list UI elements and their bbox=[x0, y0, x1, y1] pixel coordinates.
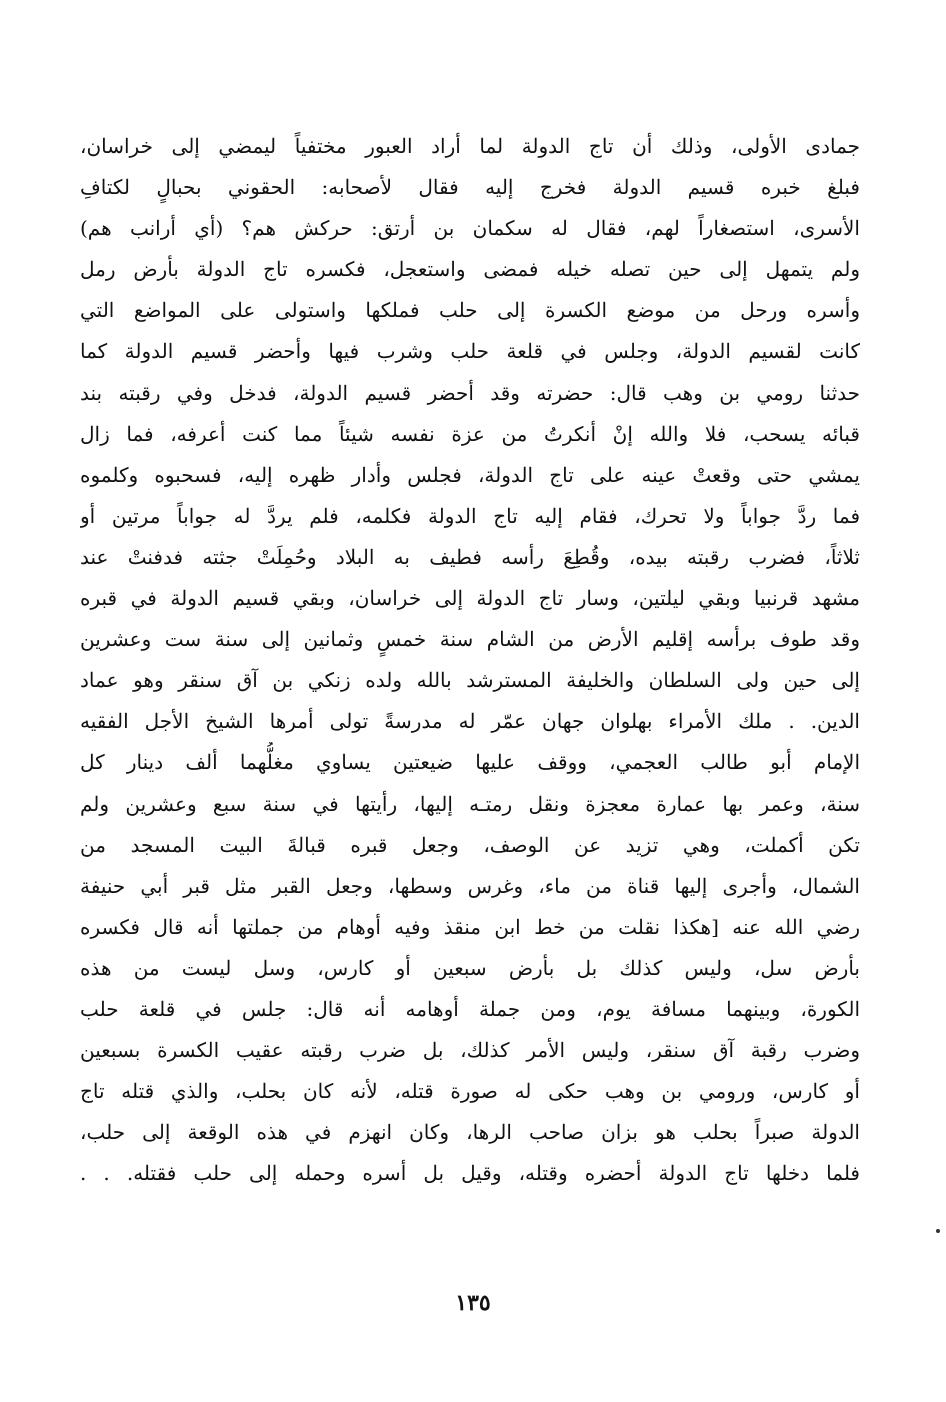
text-line: سنة، وعمر بها عمارة معجزة ونقل رمتـه إليها، رأيتها في سنة سبع وعشرين ولم bbox=[80, 791, 860, 816]
text-line: يمشي حتى وقعتْ عينه على تاج الدولة، فجلس وأدار ظهره إليه، فسحبوه وكلموه bbox=[80, 462, 860, 487]
text-line: ولم يتمهل إلى حين تصله خيله فمضى واستعجل، فكسره تاج الدولة بأرض رمل bbox=[80, 257, 860, 282]
body-text bbox=[80, 126, 860, 1194]
text-line: الدولة صبراً بحلب هو بزان صاحب الرها، وكان انهزم في هذه الوقعة إلى حلب، bbox=[80, 1120, 860, 1145]
text-line: رضي الله عنه [هكذا نقلت من خط ابن منقذ وفيه أوهام من جملتها أنه قال فكسره bbox=[80, 914, 860, 939]
text-line: وقد طوف برأسه إقليم الأرض من الشام سنة خمسٍ وثمانين إلى سنة ست وعشرين bbox=[80, 627, 860, 652]
page-number: ١٣٥ bbox=[455, 1290, 491, 1316]
text-line: أو كارس، ورومي بن وهب حكى له صورة قتله، لأنه كان بحلب، والذي قتله تاج bbox=[80, 1079, 860, 1104]
text-line: قبائه يسحب، فلا والله إنْ أنكرتُ من عزة نفسه شيئاً مما كنت أعرفه، فما زال bbox=[80, 421, 860, 446]
text-line: فبلغ خبره قسيم الدولة فخرج إليه فقال لأصحابه: الحقوني بحبالٍ لكتافِ bbox=[80, 175, 860, 200]
text-line: الشمال، وأجرى إليها قناة من ماء، وغرس وسطها، وجعل القبر مثل قبر أبي حنيفة bbox=[80, 873, 860, 898]
text-line: الدين. . ملك الأمراء بهلوان جهان عمّر له مدرسةً تولى أمرها الشيخ الأجل الفقيه bbox=[80, 709, 860, 734]
margin-dot bbox=[936, 1229, 940, 1233]
text-line: جمادى الأولى، وذلك أن تاج الدولة لما أراد العبور مختفياً ليمضي إلى خراسان، bbox=[80, 134, 860, 158]
text-line: وأسره ورحل من موضع الكسرة إلى حلب فملكها واستولى على المواضع التي bbox=[80, 298, 860, 323]
text-line: فلما دخلها تاج الدولة أحضره وقتله، وقيل بل أسره وحمله إلى حلب فقتله. . . bbox=[80, 1161, 860, 1186]
text-line: بأرض سل، وليس كذلك بل بأرض سبعين أو كارس، وسل ليست من هذه bbox=[80, 955, 860, 980]
text-line: وضرب رقبة آق سنقر، وليس الأمر كذلك، بل ضرب رقبته عقيب الكسرة بسبعين bbox=[80, 1038, 860, 1063]
text-line: الإمام أبو طالب العجمي، ووقف عليها ضيعتين يساوي مغلُّهما ألف دينار كل bbox=[80, 750, 860, 775]
text-line: الأسرى، استصغاراً لهم، فقال له سكمان بن أرتق: حركش هم؟ (أي أرانب هم) bbox=[80, 216, 860, 241]
text-line: حدثنا رومي بن وهب قال: حضرته وقد أحضر قسيم الدولة، فدخل وفي رقبته بند bbox=[80, 380, 860, 405]
text-line: تكن أكملت، وهي تزيد عن الوصف، وجعل قبره قبالةَ البيت المسجد من bbox=[80, 832, 860, 857]
text-line: الكورة، وبينهما مسافة يوم، ومن جملة أوهامه أنه قال: جلس في قلعة حلب bbox=[80, 996, 860, 1021]
text-line: مشهد قرنبيا وبقي ليلتين، وسار تاج الدولة إلى خراسان، وبقي قسيم الدولة في قبره bbox=[80, 586, 860, 611]
text-line: فما ردَّ جواباً ولا تحرك، فقام إليه تاج الدولة فكلمه، فلم يردَّ له جواباً مرتين أو bbox=[80, 503, 860, 528]
text-line: ثلاثاً، فضرب رقبته بيده، وقُطِعَ رأسه فطيف به البلاد وحُمِلَتْ جثته فدفنتْ عند bbox=[80, 544, 860, 569]
text-line: إلى حين ولى السلطان والخليفة المسترشد بالله ولده زنكي بن آق سنقر وهو عماد bbox=[80, 668, 860, 693]
text-line: كانت لقسيم الدولة، وجلس في قلعة حلب وشرب فيها وأحضر قسيم الدولة كما bbox=[80, 339, 860, 364]
